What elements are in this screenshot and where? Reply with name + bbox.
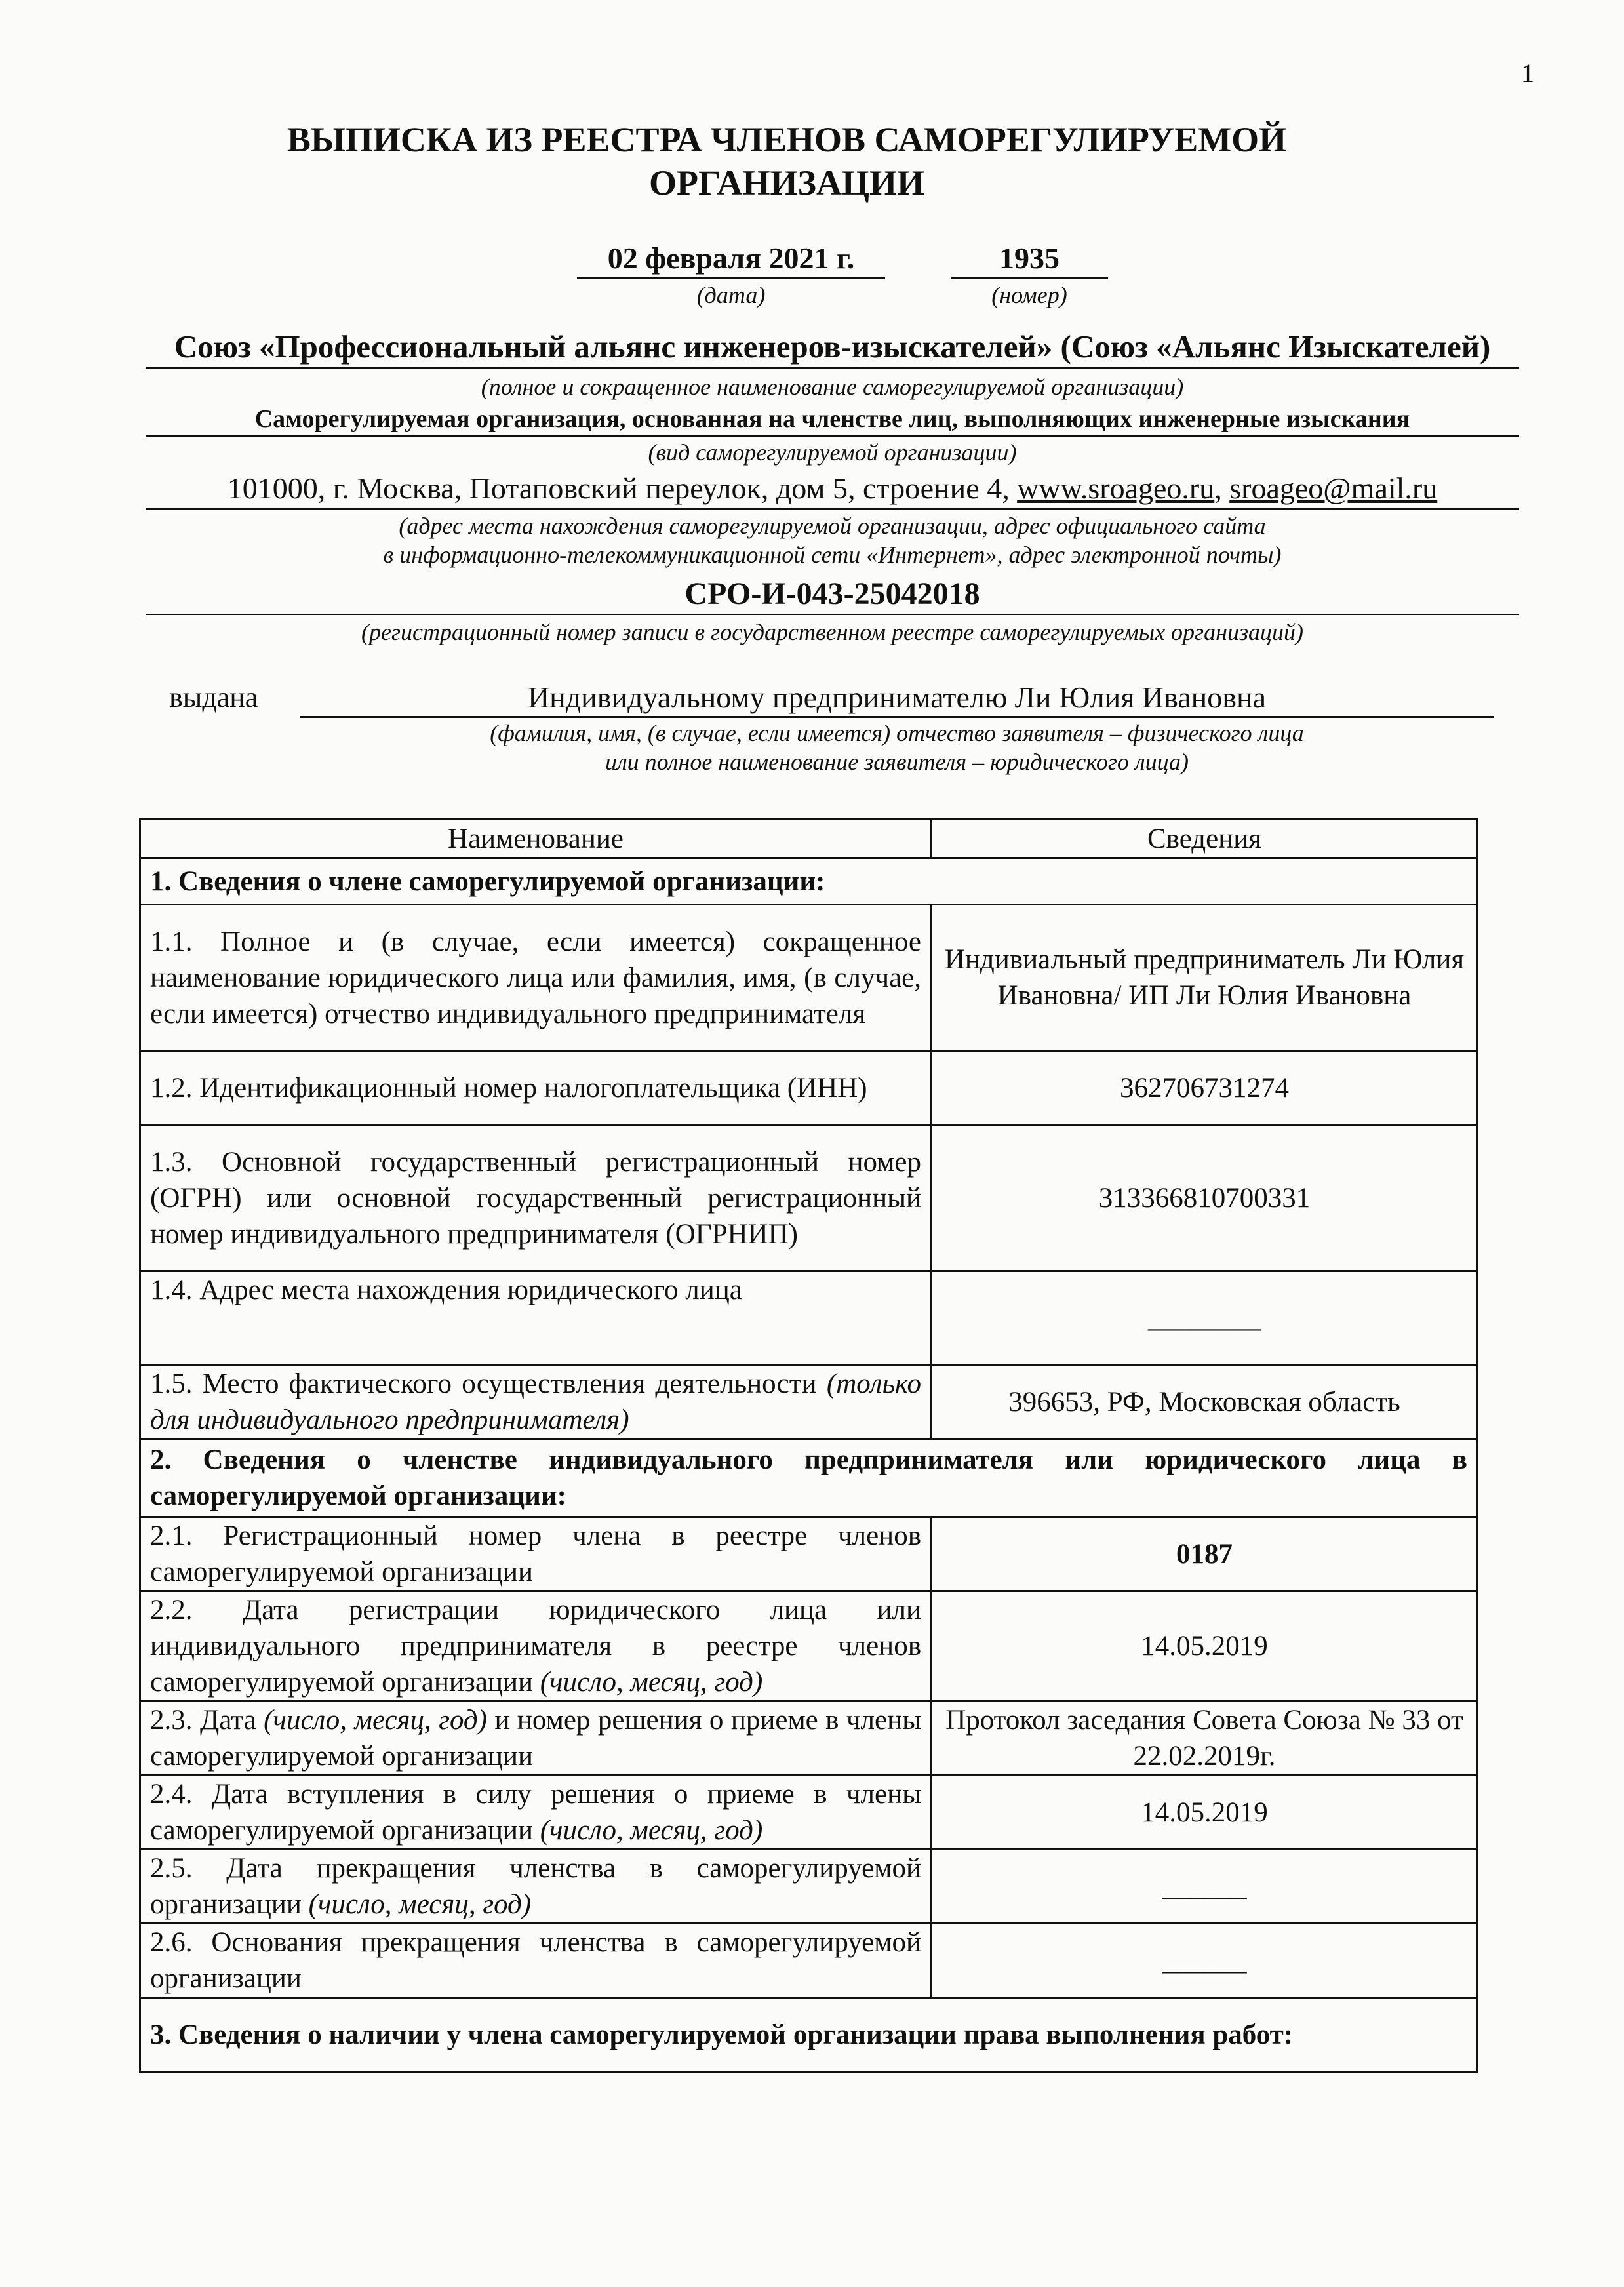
- table-row: [140, 905, 1478, 1051]
- row-1-1-name: 1.1. Полное и (в случае, если имеется) сокращенное наименование юридического лица или фамилия, имя, (в случае, если имеется) отчество индивидуального предпринимателя: [140, 905, 932, 1051]
- table-row: [140, 1776, 1478, 1850]
- table-header-row: [140, 820, 1478, 858]
- extract-date: 02 февраля 2021 г.: [577, 239, 885, 279]
- table-row: [140, 1517, 1478, 1591]
- row-1-2-name: 1.2. Идентификационный номер налогоплательщика (ИНН): [140, 1051, 932, 1125]
- org-email-link[interactable]: sroageo@mail.ru: [1229, 471, 1438, 505]
- row-2-2-name-text: 2.2. Дата регистрации юридического лица или индивидуального предпринимателя в реестре членов саморегулируемой организации: [150, 1595, 921, 1698]
- org-address-caption-line-1: (адрес места нахождения саморегулируемой организации, адрес официального сайта: [399, 513, 1266, 539]
- issued-caption-line-1: (фамилия, имя, (в случае, если имеется) отчество заявителя – физического лица: [490, 720, 1304, 746]
- row-2-5-name-text: 2.5. Дата прекращения членства в саморегулируемой организации: [150, 1853, 921, 1920]
- row-2-2-value: 14.05.2019: [932, 1591, 1478, 1701]
- org-address-text: 101000, г. Москва, Потаповский переулок, дом 5, строение 4,: [227, 471, 1010, 505]
- row-2-3-name-a: 2.3. Дата: [150, 1705, 256, 1736]
- issued-label: выдана: [169, 681, 258, 713]
- row-2-1-value: 0187: [932, 1517, 1478, 1591]
- sro-reg-number-caption: (регистрационный номер записи в государственном реестре саморегулируемых организаций): [361, 619, 1303, 645]
- row-1-1-value: Индивиальный предприниматель Ли Юлия Ивановна/ ИП Ли Юлия Ивановна: [932, 905, 1478, 1051]
- org-address-caption-line-2: в информационно-телекоммуникационной сети «Интернет», адрес электронной почты): [383, 542, 1282, 568]
- row-2-3-name: [140, 1701, 932, 1776]
- register-table: [139, 818, 1478, 2073]
- section-1-heading: 1. Сведения о члене саморегулируемой организации:: [140, 858, 1478, 905]
- row-2-6-name: 2.6. Основания прекращения членства в саморегулируемой организации: [140, 1924, 932, 1998]
- row-2-5-value: ______: [932, 1850, 1478, 1924]
- org-name-caption: (полное и сокращенное наименование саморегулируемой организации): [481, 374, 1184, 400]
- org-name: Союз «Профессиональный альянс инженеров-изыскателей» (Союз «Альянс Изыскателей): [146, 327, 1519, 369]
- table-row: [140, 1051, 1478, 1125]
- header-value: Сведения: [932, 820, 1478, 858]
- row-1-2-value: 362706731274: [932, 1051, 1478, 1125]
- row-1-5-value: 396653, РФ, Московская область: [932, 1365, 1478, 1439]
- date-caption: (дата): [696, 282, 766, 308]
- org-address-caption: [146, 511, 1519, 569]
- number-caption: (номер): [991, 282, 1067, 308]
- row-1-5-name-text: 1.5. Место фактического осуществления деятельности: [150, 1368, 817, 1399]
- document-title: [131, 118, 1442, 205]
- row-2-4-name-note: (число, месяц, год): [540, 1815, 763, 1846]
- org-address: 101000, г. Москва, Потаповский переулок, дом 5, строение 4, www.sroageo.ru, sroageo@mail.ru: [146, 469, 1519, 510]
- table-row: [140, 1125, 1478, 1271]
- issued-caption-line-2: или полное наименование заявителя – юридического лица): [604, 749, 1189, 775]
- row-2-2-name: [140, 1591, 932, 1701]
- table-row: [140, 1591, 1478, 1701]
- row-1-3-value: 313366810700331: [932, 1125, 1478, 1271]
- row-1-5-name-note: (только для индивидуального предпринимателя): [150, 1368, 921, 1435]
- table-row: [140, 1924, 1478, 1998]
- table-row: [140, 1701, 1478, 1776]
- row-2-4-name-text: 2.4. Дата вступления в силу решения о приеме в члены саморегулируемой организации: [150, 1779, 921, 1846]
- row-2-1-name: 2.1. Регистрационный номер члена в реестре членов саморегулируемой организации: [140, 1517, 932, 1591]
- row-1-4-name: 1.4. Адрес места нахождения юридического лица: [140, 1271, 932, 1365]
- section-3-row: [140, 1998, 1478, 2072]
- row-2-4-value: 14.05.2019: [932, 1776, 1478, 1850]
- row-2-5-name: [140, 1850, 932, 1924]
- header-name: Наименование: [140, 820, 932, 858]
- org-site-link[interactable]: www.sroageo.ru: [1017, 471, 1215, 505]
- row-2-5-name-note: (число, месяц, год): [308, 1889, 532, 1920]
- section-2-heading: 2. Сведения о членстве индивидуального предпринимателя или юридического лица в саморегулируемой организации:: [140, 1439, 1478, 1517]
- org-type: Саморегулируемая организация, основанная на членстве лиц, выполняющих инженерные изыскания: [146, 403, 1519, 437]
- table-row: [140, 1271, 1478, 1365]
- row-1-5-name: [140, 1365, 932, 1439]
- row-1-4-value: ________: [932, 1271, 1478, 1365]
- sro-reg-number: СРО-И-043-25042018: [146, 574, 1519, 615]
- title-line-1: ВЫПИСКА ИЗ РЕЕСТРА ЧЛЕНОВ САМОРЕГУЛИРУЕМОЙ: [287, 120, 1287, 159]
- extract-number: 1935: [951, 239, 1108, 279]
- row-2-3-value: Протокол заседания Совета Союза № 33 от 22.02.2019г.: [932, 1701, 1478, 1776]
- section-1-row: [140, 858, 1478, 905]
- row-2-3-name-b: и номер решения о приеме в члены саморегулируемой организации: [150, 1705, 922, 1772]
- section-3-heading: 3. Сведения о наличии у члена саморегулируемой организации права выполнения работ:: [140, 1998, 1478, 2072]
- row-2-6-value: ______: [932, 1924, 1478, 1998]
- row-2-4-name: [140, 1776, 932, 1850]
- org-type-caption: (вид саморегулируемой организации): [648, 439, 1017, 466]
- table-row: [140, 1365, 1478, 1439]
- section-2-row: [140, 1439, 1478, 1517]
- row-2-2-name-note: (число, месяц, год): [540, 1667, 763, 1698]
- issued-to: Индивидуальному предпринимателю Ли Юлия Ивановна: [300, 679, 1494, 718]
- title-line-2: ОРГАНИЗАЦИИ: [649, 163, 924, 203]
- page-number: 1: [1521, 58, 1534, 88]
- table-row: [140, 1850, 1478, 1924]
- row-1-3-name: 1.3. Основной государственный регистрационный номер (ОГРН) или основной государственный регистрационный номер индивидуального предпринимателя (ОГРНИП): [140, 1125, 932, 1271]
- issued-caption: [300, 719, 1494, 776]
- row-2-3-name-note: (число, месяц, год): [264, 1705, 488, 1736]
